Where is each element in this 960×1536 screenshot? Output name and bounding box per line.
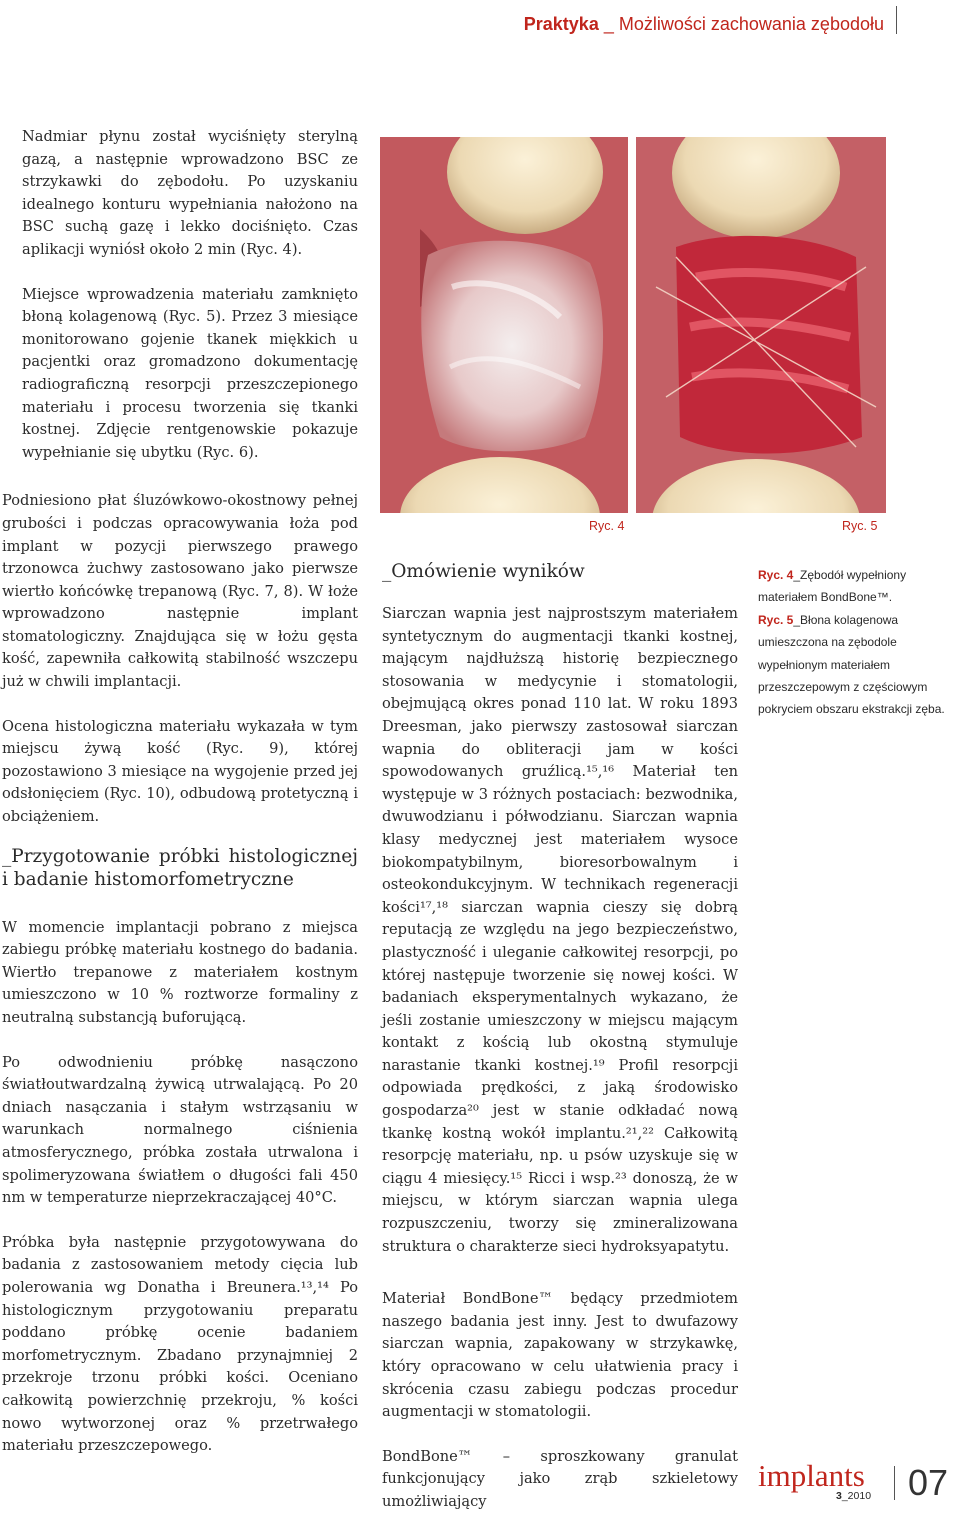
paragraph: Po odwodnieniu próbkę nasączono światłoutwardzalną żywicą utrwalającą. Po 20 dniach nasączania i stałym wstrząsaniu w warunkach normalnego ciśnienia atmosferycznego, próbka została utrwalona i spolimeryzowana światłem o długości fali 450 nm w temperaturze nieprzekraczającej 40°C.	[2, 1053, 358, 1207]
caption-text: _Błona kolagenowa umieszczona na zębodole wypełnionym materiałem przeszczepowym z częściowym pokryciem obszaru ekstrakcji zęba.	[758, 612, 945, 717]
figure-captions	[758, 564, 958, 721]
left-column	[2, 126, 358, 1480]
section-heading: _Omówienie wyników	[382, 561, 585, 582]
paragraph: Miejsce wprowadzenia materiału zamknięto błoną kolagenową (Ryc. 5). Przez 3 miesiące monitorowano gojenie tkanek miękkich u pacjentki oraz gromadzono dokumentację radiograficzną resorpcji przeszczepionego materiału i procesu tworzenia się tkanki kostnej. Zdjęcie rentgenowskie pokazuje wypełnianie się ubytku (Ryc. 6).	[22, 285, 358, 461]
paragraph: Ocena histologiczna materiału wykazała w tym miejscu żywą kość (Ryc. 9), której pozostawiono 3 miesiące na wygojenie przed jej odsłonięciem (Ryc. 10), odbudową protetyczną i obciążeniem.	[2, 717, 358, 826]
caption-label: Ryc. 5	[758, 612, 794, 627]
figure-4-photo	[380, 137, 628, 513]
issue-number: 3	[836, 1490, 842, 1502]
issue-year: _2010	[841, 1490, 872, 1502]
caption-label: Ryc. 4	[758, 568, 794, 582]
article-title: _ Możliwości zachowania zębodołu	[603, 14, 884, 34]
footer-brand: implants	[758, 1458, 865, 1493]
paragraph: Nadmiar płynu został wyciśnięty sterylną gazą, a następnie wprowadzono BSC ze strzykawki do zębodołu. Po uzyskaniu idealnego konturu wypełniania nałożono na BSC suchą gazę i lekko dociśnięto. Czas aplikacji wyniósł około 2 min (Ryc. 4).	[22, 128, 358, 258]
paragraph: BondBone™ – sproszkowany granulat funkcjonujący jako zrąb szkieletowy umożliwiający	[382, 1447, 738, 1510]
figure-4-image	[380, 137, 628, 513]
paragraph: Materiał BondBone™ będący przedmiotem naszego badania jest inny. Jest to dwufazowy siarczan wapnia, zapakowany w strzykawkę, który opracowano w celu ułatwienia pracy i skrócenia czasu zabiegu podczas procedur augmentacji w stomatologii.	[382, 1290, 738, 1421]
paragraph: W momencie implantacji pobrano z miejsca zabiegu próbkę materiału kostnego do badania. Wiertło trepanowe z materiałem kostnym umieszczono w 10 % roztworze formaliny z neutralną substancją buforującą.	[2, 918, 358, 1026]
caption-5	[758, 609, 958, 721]
section-heading: _Przygotowanie próbki histologicznej i badanie histomorfometryczne	[2, 845, 358, 890]
right-column	[382, 560, 738, 1536]
paragraph: Podniesiono płat śluzówkowo-okostnowy pełnej grubości i podczas opracowywania łoża pod implant w pozycji pierwszego prawego trzonowca żuchwy zastosowano jako pierwsze wiertło końcówkę trepanową (Ryc. 7, 8). W łoże wprowadzono następnie implant stomatologiczny. Znajdująca się w łożu gęsta kość, zapewniła całkowitą stabilność wszczepu już w chwili implantacji.	[2, 492, 358, 691]
paragraph: Próbka była następnie przygotowywana do badania z zastosowaniem metody cięcia lub polerowania wg Donatha i Breunera.¹³,¹⁴ Po histologicznym przygotowaniu preparatu poddano próbkę ocenie badaniem morfometrycznym. Zbadano przynajmniej 2 przekroje trzonu próbki kości. Oceniano całkowitą powierzchnię przekroju, % kości nowo wytworzonej oraz % przetrwałego materiału przeszczepowego.	[2, 1233, 358, 1455]
page-header	[524, 14, 884, 35]
figure-4-label: Ryc. 4	[589, 519, 625, 533]
figure-5-label: Ryc. 5	[842, 519, 878, 533]
page-number: 07	[908, 1462, 949, 1503]
footer-issue	[836, 1490, 871, 1502]
footer-divider	[894, 1466, 895, 1500]
figure-5-photo	[636, 137, 886, 513]
figure-5-image	[636, 137, 886, 513]
header-divider	[896, 6, 897, 34]
caption-4	[758, 564, 958, 609]
paragraph: Siarczan wapnia jest najprostszym materiałem syntetycznym do augmentacji tkanki kostnej, mającym najdłuższą historię bezpiecznego stosowania w medycynie i stomatologii, obejmującą okres ponad 110 lat. W roku 1893 Dreesman, jako pierwszy zastosował siarczan wapnia do obliteracji jam w kości spowodowanych gruźlicą.¹⁵,¹⁶ Materiał ten występuje w 3 różnych postaciach: bezwodnika, dwuwodzianu i półwodzianu. Siarczan wapnia klasy medycznej jest materiałem wysoce biokompatybilnym, bioresorbowalnym i osteokondukcyjnym. W technikach regeneracji kości¹⁷,¹⁸ siarczan wapnia cieszy się dobrą reputacją ze względu na jego bezpieczeństwo, plastyczność i uleganie całkowitej resorpcji, po której następuje tworzenie się nowej kości. W badaniach eksperymentalnych wykazano, że jeśli zostanie umieszczony w miejscu mającym kontakt z kością lub okostną stymuluje narastanie tkanki kostnej.¹⁹ Profil resorpcji odpowiada prędkości, z jaką środowisko gospodarza²⁰ jest w stanie odkładać nową tkankę kostną wokół implantu.²¹,²² Całkowitą resorpcję materiału, np. u psów uzyskuje się w ciągu 4 miesięcy.¹⁵ Ricci i wsp.²³ donoszą, że w miejscu, w którym siarczan wapnia ulega rozpuszczeniu, tworzy się zmineralizowana struktura o charakterze sieci hydroksyapatytu.	[382, 605, 738, 1255]
section-label: Praktyka	[523, 14, 599, 34]
caption-text: _Zębodół wypełniony materiałem BondBone™.	[758, 568, 907, 605]
